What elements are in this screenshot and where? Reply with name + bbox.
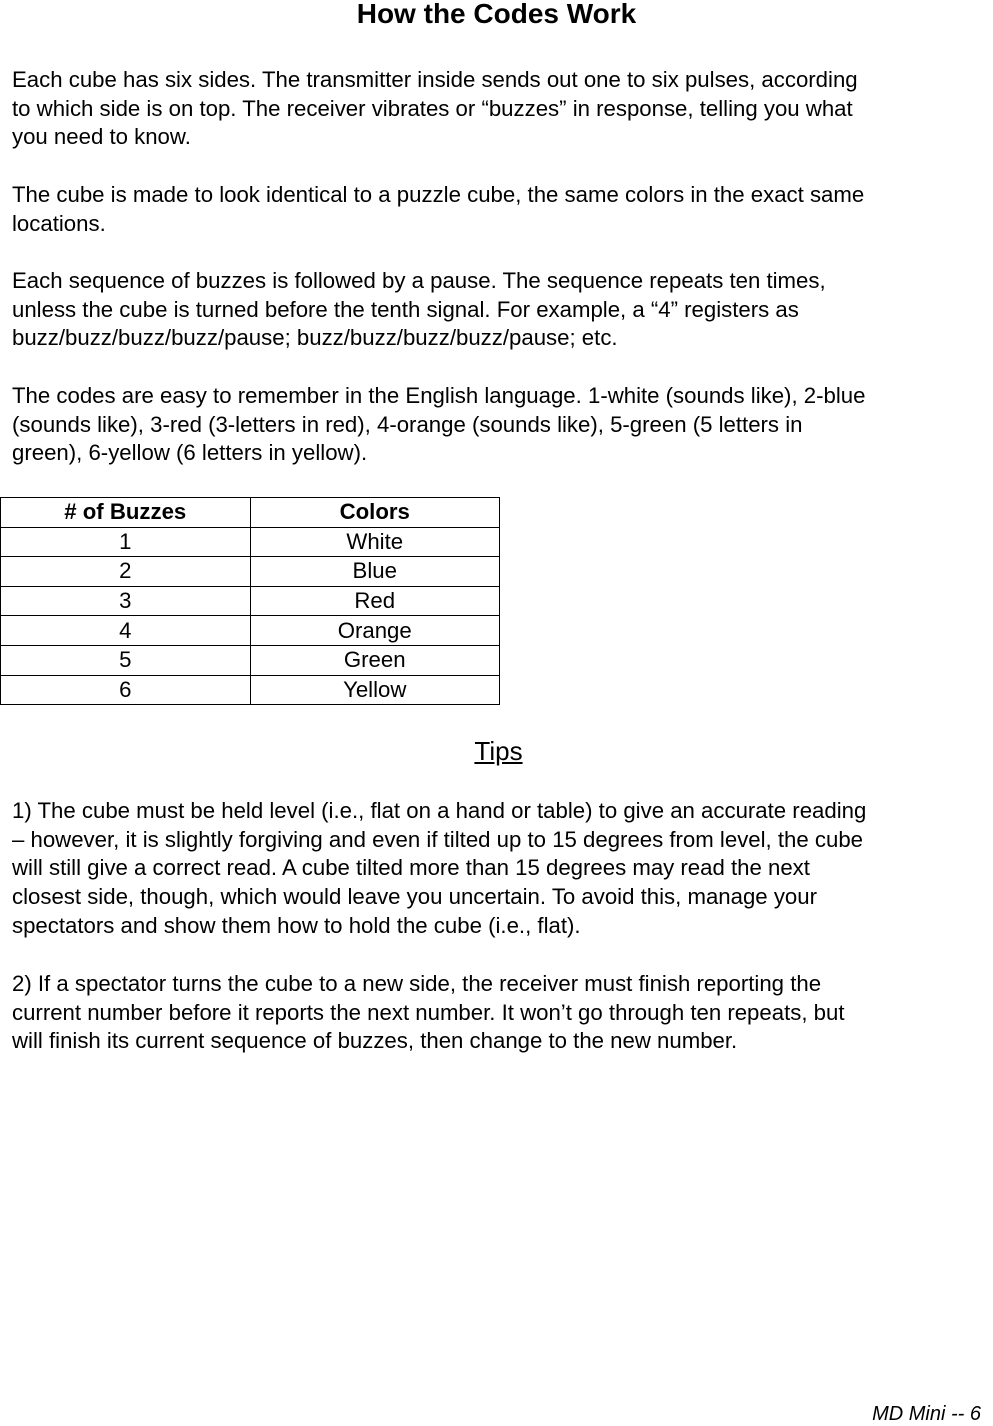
color-cell: Orange <box>250 616 500 646</box>
tips-heading: Tips <box>474 736 523 766</box>
tip-1 <box>12 797 984 941</box>
text-line: to which side is on top. The receiver vibrates or “buzzes” in response, telling you what <box>12 95 853 121</box>
table-row <box>1 586 500 616</box>
table-header-row <box>1 498 500 528</box>
text-line: locations. <box>12 210 106 236</box>
buzz-count-cell: 2 <box>1 557 251 587</box>
text-line: buzz/buzz/buzz/buzz/pause; buzz/buzz/buzz/buzz/pause; etc. <box>12 325 618 351</box>
text-line: Each cube has six sides. The transmitter inside sends out one to six pulses, according <box>12 67 858 92</box>
buzz-color-table <box>0 497 500 705</box>
color-cell: Blue <box>250 557 500 587</box>
text-line: you need to know. <box>12 124 191 150</box>
table-row <box>1 616 500 646</box>
text-line: spectators and show them how to hold the cube (i.e., flat). <box>12 912 581 938</box>
buzz-count-cell: 6 <box>1 675 251 705</box>
text-line: Each sequence of buzzes is followed by a pause. The sequence repeats ten times, <box>12 268 826 293</box>
text-line: will still give a correct read. A cube tilted more than 15 degrees may read the next <box>12 855 810 881</box>
color-cell: Green <box>250 645 500 675</box>
text-line: 2) If a spectator turns the cube to a new side, the receiver must finish reporting the <box>12 971 822 996</box>
buzz-count-cell: 5 <box>1 645 251 675</box>
page-footer: MD Mini -- 6 <box>872 1403 981 1425</box>
table-row <box>1 557 500 587</box>
paragraph-cube-look <box>12 181 984 238</box>
paragraph-intro <box>12 66 984 152</box>
text-line: – however, it is slightly forgiving and even if tilted up to 15 degrees from level, the cube <box>12 826 864 852</box>
buzz-count-cell: 1 <box>1 527 251 557</box>
header-colors: Colors <box>250 498 500 528</box>
table-row <box>1 527 500 557</box>
color-cell: Yellow <box>250 675 500 705</box>
text-line: (sounds like), 3-red (3-letters in red), 4-orange (sounds like), 5-green (5 letters in <box>12 411 803 437</box>
buzz-count-cell: 3 <box>1 586 251 616</box>
text-line: green), 6-yellow (6 letters in yellow). <box>12 440 368 466</box>
text-line: unless the cube is turned before the tenth signal. For example, a “4” registers as <box>12 296 799 322</box>
text-line: will finish its current sequence of buzzes, then change to the new number. <box>12 1028 738 1054</box>
text-line: closest side, though, which would leave you uncertain. To avoid this, manage your <box>12 884 817 910</box>
text-line: The codes are easy to remember in the English language. 1-white (sounds like), 2-blue <box>12 383 866 408</box>
color-cell: White <box>250 527 500 557</box>
table-row <box>1 675 500 705</box>
text-line: 1) The cube must be held level (i.e., flat on a hand or table) to give an accurate reading <box>12 798 867 823</box>
text-line: The cube is made to look identical to a puzzle cube, the same colors in the exact same <box>12 182 865 207</box>
buzz-count-cell: 4 <box>1 616 251 646</box>
page-title: How the Codes Work <box>356 0 637 29</box>
text-line: current number before it reports the next number. It won’t go through ten repeats, but <box>12 999 845 1025</box>
paragraph-codes <box>12 382 984 468</box>
tip-2 <box>12 970 984 1056</box>
header-buzzes: # of Buzzes <box>1 498 251 528</box>
color-cell: Red <box>250 586 500 616</box>
table-row <box>1 645 500 675</box>
paragraph-sequence <box>12 267 984 353</box>
